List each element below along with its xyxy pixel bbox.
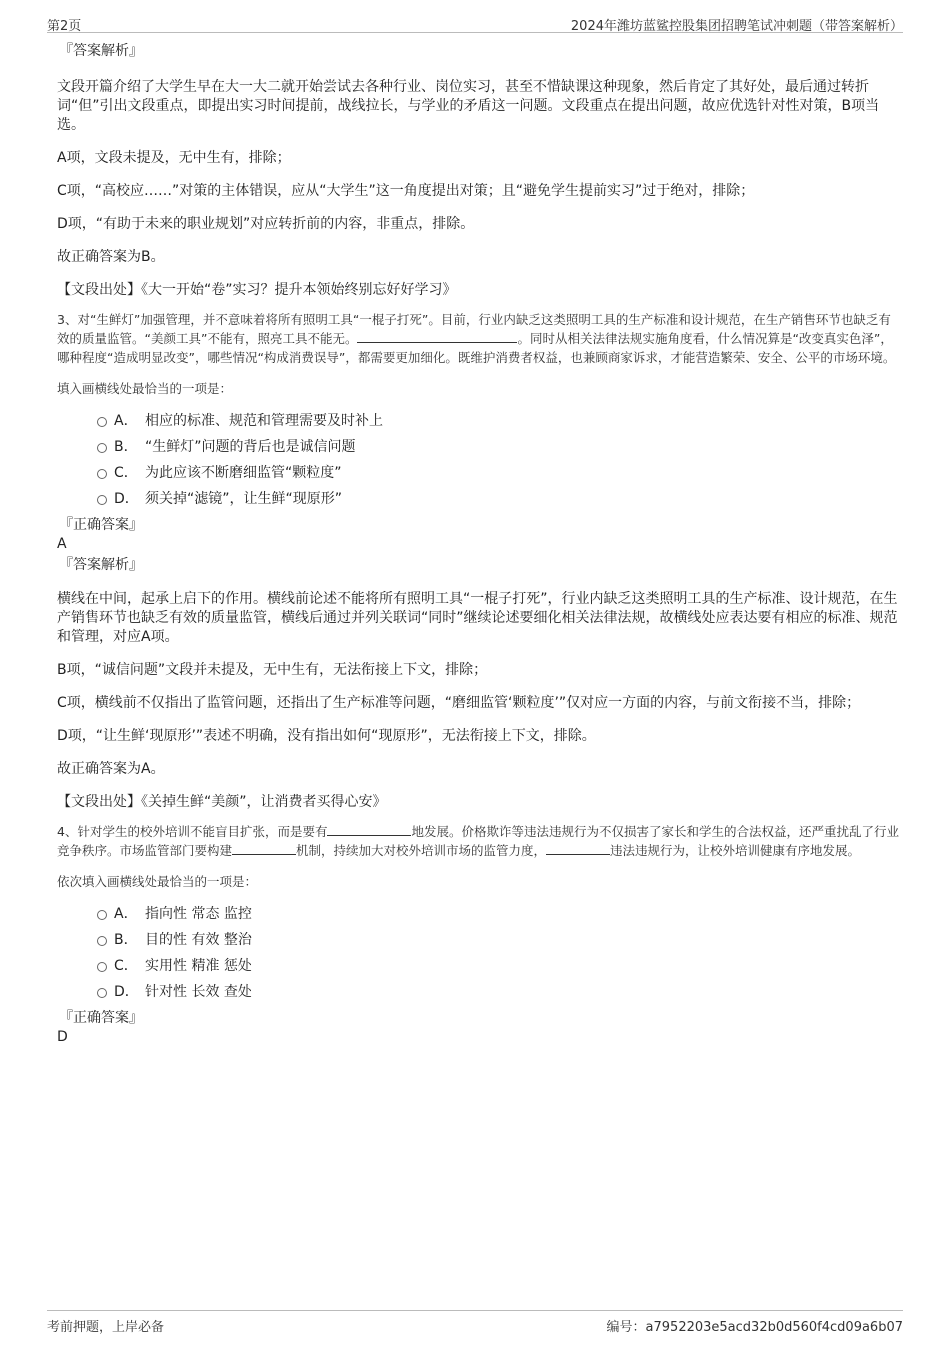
option-c[interactable]: C． 实用性 精准 惩处 [97,957,899,983]
option-c[interactable]: C． 为此应该不断磨细监管“颗粒度” [97,464,899,490]
conclusion: 故正确答案为B。 [57,249,165,265]
radio-button[interactable] [97,443,107,453]
footer-slogan: 考前押题，上岸必备 [47,1320,165,1335]
source-citation: 【文段出处】《关掉生鲜“美颜”，让消费者买得心安》 [57,794,387,810]
option-d[interactable]: D． 须关掉“滤镜”，让生鲜“现原形” [97,490,899,516]
question-4-stem: 4、针对学生的校外培训不能盲目扩张，而是要有 地发展。价格欺诈等违法违规行为不仅损害了家长和学生的合法权益，还严重扰乱了行业竞争秩序。市场监管部门要构建 机制，持续加大对校外培训市场的监管力度， 违法违规行为，让校外培训健康有序地发展。 [57,824,899,858]
option-a[interactable]: A． 相应的标准、规范和管理需要及时补上 [97,412,899,438]
correct-answer-label: 『正确答案』 [59,1010,143,1026]
radio-button[interactable] [97,495,107,505]
page-content [57,42,899,1046]
radio-button[interactable] [97,417,107,427]
analysis-option-c: C项，“高校应……”对策的主体错误，应从“大学生”这一角度提出对策；且“避免学生提前实习”过于绝对，排除； [57,183,755,199]
option-a[interactable]: A． 指向性 常态 监控 [97,905,899,931]
radio-button[interactable] [97,962,107,972]
option-b[interactable]: B． “生鲜灯”问题的背后也是诚信问题 [97,438,899,464]
radio-button[interactable] [97,910,107,920]
fill-blank-1[interactable] [327,822,411,836]
fill-blank[interactable] [357,329,517,343]
analysis-option-c: C项，横线前不仅指出了监管问题，还指出了生产标准等问题，“磨细监管‘颗粒度’”仅对应一方面的内容，与前文衔接不当，排除； [57,695,861,711]
correct-answer: D [57,1029,68,1045]
radio-button[interactable] [97,469,107,479]
correct-answer: A [57,536,67,552]
fill-blank-3[interactable] [546,841,610,855]
document-title: 2024年潍坊蓝鲨控股集团招聘笔试冲刺题（带答案解析） [570,19,903,34]
option-b[interactable]: B． 目的性 有效 整治 [97,931,899,957]
analysis-paragraph: 文段开篇介绍了大学生早在大一大二就开始尝试去各种行业、岗位实习，甚至不惜缺课这种现象，然后肯定了其好处，最后通过转折词“但”引出文段重点，即提出实习时间提前，战线拉长，与学业的矛盾这一问题。文段重点在提出问题，故应优选针对性对策，B项当选。 [57,79,880,133]
analysis-option-d: D项，“让生鲜‘现原形’”表述不明确，没有指出如何“现原形”，无法衔接上下文，排除。 [57,728,596,744]
analysis-option-d: D项，“有助于未来的职业规划”对应转折前的内容，非重点，排除。 [57,216,475,232]
page-footer [47,1310,903,1335]
analysis-option-a: A项，文段未提及，无中生有，排除； [57,150,291,166]
analysis-paragraph: 横线在中间，起承上启下的作用。横线前论述不能将所有照明工具“一棍子打死”，行业内缺乏这类照明工具的生产标准、设计规范，在生产销售环节也缺乏有效的质量监管，横线后通过并列关联词“同时”继续论述要细化相关法律法规，故横线处应表达要有相应的标准、规范和管理，对应A项。 [57,591,898,645]
radio-button[interactable] [97,936,107,946]
option-d[interactable]: D． 针对性 长效 查处 [97,983,899,1009]
question-4-instruction: 依次填入画横线处最恰当的一项是： [57,874,258,889]
question-3-options [97,412,899,516]
question-3-stem: 3、对“生鲜灯”加强管理，并不意味着将所有照明工具“一棍子打死”。目前，行业内缺乏这类照明工具的生产标准和设计规范，在生产销售环节也缺乏有效的质量监管。“美颜工具”不能有，照亮工具不能无。 。同时从相关法律法规实施角度看，什么情况算是“改变真实色泽”，哪种程度“造成明显改变”，哪些情况“构成消费误导”，都需要更加细化。既维护消费者权益，也兼顾商家诉求，才能营造繁荣、安全、公平的市场环境。 [57,312,896,365]
analysis-label: 『答案解析』 [59,43,143,59]
radio-button[interactable] [97,988,107,998]
conclusion: 故正确答案为A。 [57,761,165,777]
question-3-instruction: 填入画横线处最恰当的一项是： [57,381,233,396]
page-header [47,12,903,33]
correct-answer-label: 『正确答案』 [59,517,143,533]
page-number: 第2页 [47,19,82,34]
fill-blank-2[interactable] [232,841,296,855]
document-id: 编号：a7952203e5acd32b0d560f4cd09a6b07 [606,1320,903,1335]
analysis-label: 『答案解析』 [59,557,143,573]
analysis-option-b: B项，“诚信问题”文段并未提及，无中生有，无法衔接上下文，排除； [57,662,488,678]
question-4-options [97,905,899,1009]
source-citation: 【文段出处】《大一开始“卷”实习？提升本领始终别忘好好学习》 [57,282,457,298]
